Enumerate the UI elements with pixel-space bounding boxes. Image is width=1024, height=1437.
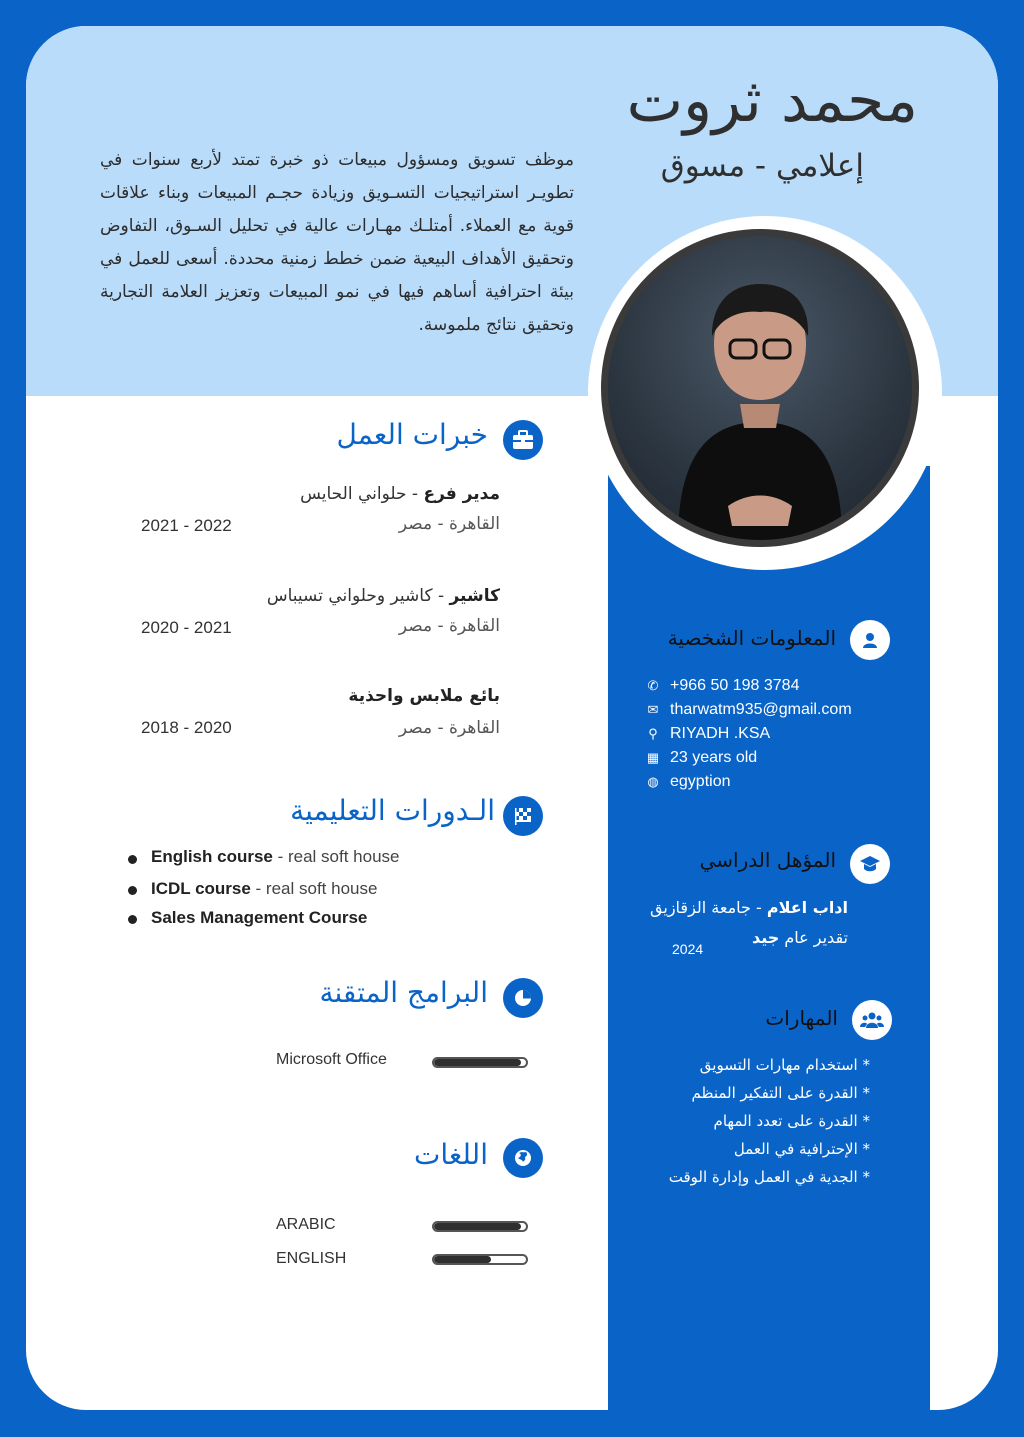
user-icon [850,620,890,660]
person-role: إعلامي - مسوق [660,148,864,184]
profile-summary: موظف تسويق ومسؤول مبيعات ذو خبرة تمتد لأربع سنوات في تطويـر استراتيجيات التسـويق وزيادة حجـم المبيعات وبناء علاقات قوية مع العملاء. أمتلـك مهـارات عالية في تحليل السـوق، التفاوض وتحقيق الأهداف البيعية ضمن خطط زمنية محددة. أسعى للعمل في بيئة احترافية أساهم فيها في نمو المبيعات وتعزيز العلامة التجارية وتحقيق نتائج ملموسة. [100,150,574,335]
software-1-bar-fill [434,1059,521,1066]
job-1-title [300,484,500,504]
contact-phone [644,677,799,695]
person-name: محمد ثروت [626,66,918,136]
education-grade: جيد [751,928,780,947]
nationality-value: egyption [670,773,731,790]
bullet [128,915,137,924]
job-3-years: 2018 - 2020 [141,718,232,737]
job-3-position: بائع ملابس واحذية [348,686,500,706]
resume-card [26,26,998,1410]
language-2-bar-fill [434,1256,491,1263]
job-1-company: - حلواني الحايس [300,484,424,504]
phone-icon: ✆ [647,678,659,693]
section-title-education: المؤهل الدراسي [699,848,836,872]
contact-age [644,749,757,767]
contact-email [644,701,852,719]
job-2-title [267,586,500,606]
age-value: 23 years old [670,749,758,766]
pie-chart-icon [503,978,543,1018]
section-title-languages: اللغات [414,1138,488,1171]
job-3-title [348,686,500,706]
skill-4: * الإحترافية في العمل [733,1140,870,1158]
language-2-label: ENGLISH [276,1250,347,1267]
job-2-position: كاشير [449,586,500,606]
bullet [128,855,137,864]
skill-5: * الجدية في العمل وإدارة الوقت [668,1168,870,1186]
course-3-name: Sales Management Course [151,908,368,927]
section-title-personal: المعلومات الشخصية [667,626,836,650]
envelope-icon: ✉ [647,702,659,717]
phone-value: +966 50 198 3784 [670,677,800,694]
course-2-name: ICDL course [151,879,251,898]
course-1 [151,847,400,867]
section-title-skills: المهارات [765,1006,838,1030]
education-grade-line [752,928,848,947]
education-grade-prefix: تقدير عام [779,928,848,947]
section-title-courses: الـدورات التعليمية [290,794,495,827]
language-1-label: ARABIC [276,1216,336,1233]
education-university: - جامعة الزقازيق [650,898,767,917]
skill-2: * القدرة على التفكير المنظم [691,1084,870,1102]
skill-1: * استخدام مهارات التسويق [699,1056,870,1074]
language-2-bar [432,1254,528,1265]
software-1-label: Microsoft Office [276,1051,387,1068]
section-title-experience: خبرات العمل [336,418,488,451]
briefcase-icon [503,420,543,460]
job-1-place: القاهرة - مصر [398,514,500,534]
globe-icon [503,1138,543,1178]
contact-location [644,725,770,743]
job-1-years: 2021 - 2022 [141,516,232,535]
group-icon [852,1000,892,1040]
skill-3: * القدرة على تعدد المهام [713,1112,870,1130]
job-2-place: القاهرة - مصر [398,616,500,636]
course-2 [151,879,377,899]
job-2-company: - كاشير وحلواني تسيباس [266,586,450,606]
software-1-bar [432,1057,528,1068]
course-3 [151,908,367,928]
graduation-cap-icon [850,844,890,884]
bullet [128,886,137,895]
education-degree: اداب اعلام [766,898,848,917]
location-pin-icon: ⚲ [648,726,658,741]
contact-nationality [644,773,731,791]
course-2-provider: - real soft house [250,879,378,898]
job-1-position: مدير فرع [423,484,500,504]
course-1-name: English course [151,847,273,866]
course-1-provider: - real soft house [272,847,400,866]
section-title-software: البرامج المتقنة [319,976,488,1009]
location-value: RIYADH .KSA [670,725,771,742]
education-degree-line [650,898,848,917]
email-value: tharwatm935@gmail.com [670,701,852,718]
flag-icon [503,796,543,836]
calendar-icon: ▦ [646,750,660,765]
globe-small-icon: ◍ [647,774,659,789]
person-silhouette-icon [608,236,912,540]
profile-photo [601,229,919,547]
job-2-years: 2020 - 2021 [141,618,232,637]
language-1-bar [432,1221,528,1232]
language-1-bar-fill [434,1223,521,1230]
job-3-place: القاهرة - مصر [398,718,500,738]
education-year: 2024 [672,941,704,957]
